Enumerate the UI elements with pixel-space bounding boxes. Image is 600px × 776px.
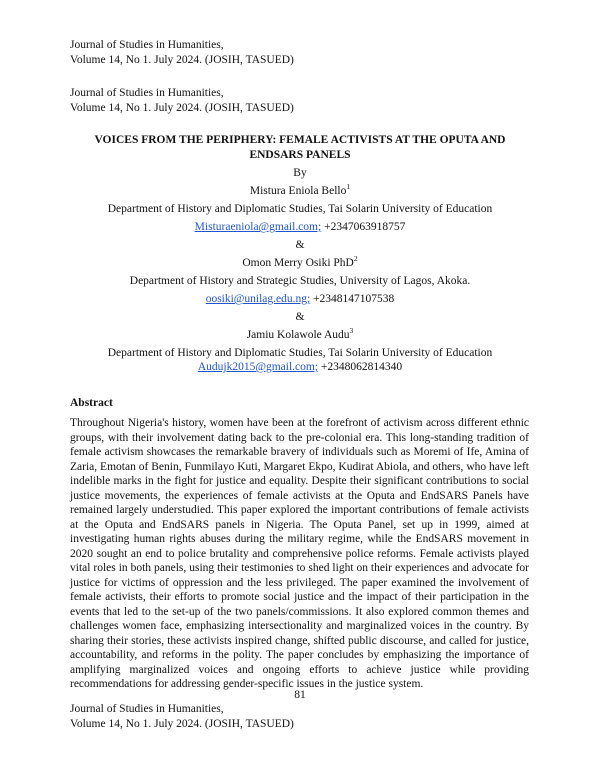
ampersand-2: & — [295, 311, 305, 323]
author-3-phone: +2348062814340 — [318, 361, 403, 373]
author-name: Mistura Eniola Bello — [249, 185, 347, 197]
author-2-contact — [0, 292, 600, 307]
author-3-email-link[interactable]: Audujk2015@gmail.com; — [197, 361, 319, 373]
journal-name: Journal of Studies in Humanities, — [70, 703, 224, 715]
author-1-email-link[interactable]: Misturaeniola@gmail.com; — [194, 221, 322, 233]
title-line-1: VOICES FROM THE PERIPHERY: FEMALE ACTIVISTS AT THE OPUTA AND — [94, 134, 506, 146]
journal-volume: Volume 14, No 1. July 2024. (JOSIH, TASUED) — [70, 718, 294, 730]
page-number: 81 — [294, 689, 306, 701]
running-header-top — [70, 38, 294, 68]
author-1-phone: +2347063918757 — [321, 221, 406, 233]
journal-name: Journal of Studies in Humanities, — [70, 87, 224, 99]
author-3-contact — [0, 360, 600, 375]
title-line-2: ENDSARS PANELS — [249, 149, 351, 161]
abstract-heading: Abstract — [70, 397, 113, 409]
author-1-affiliation: Department of History and Diplomatic Studies, Tai Solarin University of Education — [107, 203, 493, 215]
author-name: Jamiu Kolawole Audu — [246, 329, 350, 341]
journal-volume: Volume 14, No 1. July 2024. (JOSIH, TASUED) — [70, 102, 294, 114]
author-2-phone: +2348147107538 — [310, 293, 395, 305]
by-label: By — [293, 167, 307, 179]
paper-title — [0, 133, 600, 163]
author-2-affiliation: Department of History and Strategic Studies, University of Lagos, Akoka. — [129, 275, 471, 287]
abstract-body: Throughout Nigeria's history, women have been at the forefront of activism across different ethnic groups, with their involvement dating back to the pre-colonial era. This long-standing tradition of female activism showcases the remarkable bravery of individuals such as Moremi of Ife, Amina of Zaria, Emotan of Benin, Funmilayo Kuti, Margaret Ekpo, Kudirat Abiola, and others, who have left indelible marks in the fight for justice and equality. Despite their significant contributions to social justice movements, the experiences of female activists at the Oputa and EndSARS Panels have remained largely understudied. This paper explored the important contributions of female activists at the Oputa and EndSARS panels in Nigeria. The Oputa Panel, set up in 1999, aimed at investigating human rights abuses during the military regime, while the EndSARS movement in 2020 sought an end to police brutality and comprehensive police reforms. Female activists played vital roles in both panels, using their testimonies to shed light on their experiences and advocate for justice for victims of oppression and the less privileged. The paper examined the involvement of female activists, their efforts to promote social justice and the impact of their participation in the events that led to the set-up of the two panels/commissions. It also explored common themes and challenges women face, emphasizing intersectionality and marginalized voices in the country. By sharing their stories, these activists inspired change, shifted public discourse, and called for justice, accountability, and reforms in the polity. The paper concludes by emphasizing the importance of amplifying marginalized voices and ongoing efforts to achieve justice while providing recommendations for addressing gender-specific issues in the justice system. — [70, 417, 529, 690]
author-sup: 3 — [349, 326, 354, 336]
author-3-affiliation: Department of History and Diplomatic Studies, Tai Solarin University of Education — [107, 347, 493, 359]
author-sup: 1 — [346, 182, 351, 192]
running-header-footer — [70, 702, 294, 732]
author-sup: 2 — [353, 254, 358, 264]
journal-name: Journal of Studies in Humanities, — [70, 39, 224, 51]
journal-volume: Volume 14, No 1. July 2024. (JOSIH, TASUED) — [70, 54, 294, 66]
author-1-name — [0, 184, 600, 199]
author-2-name — [0, 256, 600, 271]
running-header-second — [70, 86, 294, 116]
author-1-contact — [0, 220, 600, 235]
author-2-email-link[interactable]: oosiki@unilag.edu.ng; — [205, 293, 311, 305]
author-3-name — [0, 328, 600, 343]
ampersand-1: & — [295, 239, 305, 251]
author-name: Omon Merry Osiki PhD — [242, 257, 354, 269]
